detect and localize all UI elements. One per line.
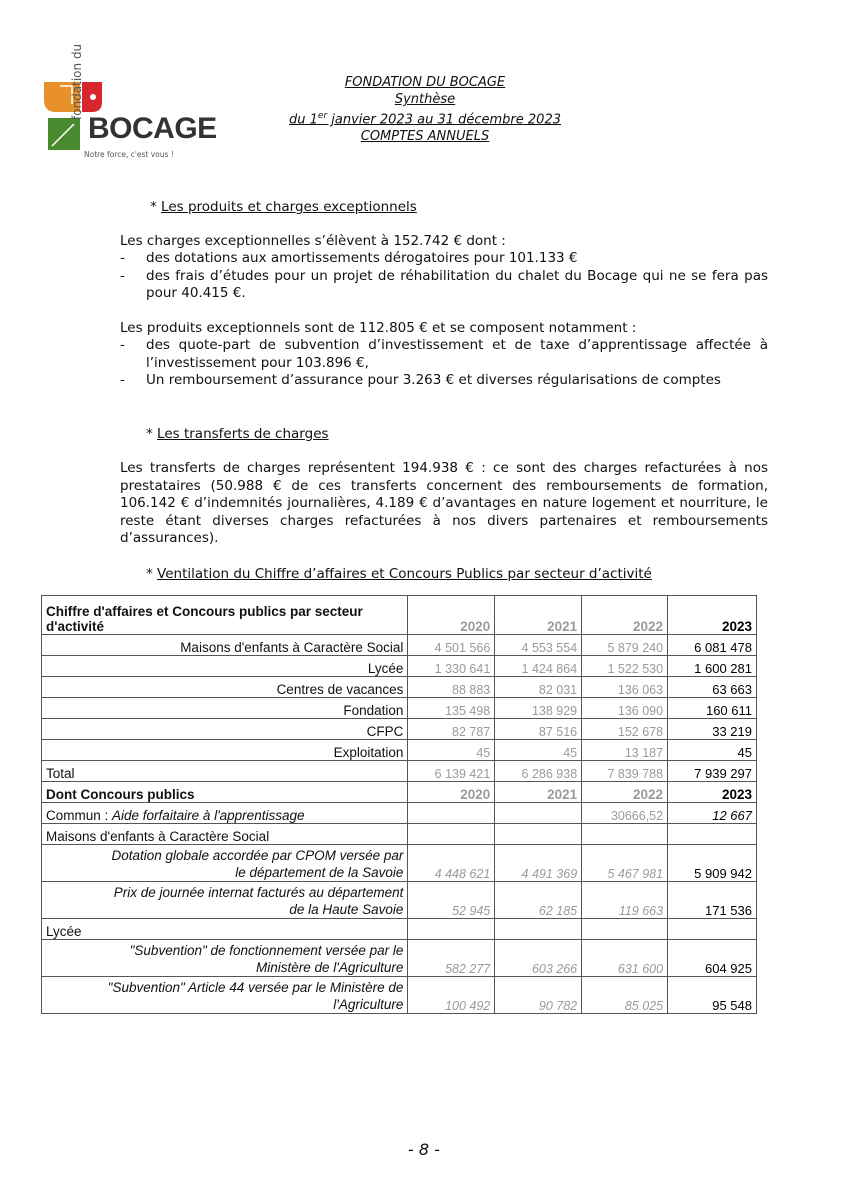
- charges-intro: Les charges exceptionnelles s’élèvent à 152.742 € dont :: [120, 233, 506, 249]
- list-item-text: des frais d’études pour un projet de réhabilitation du chalet du Bocage qui ne se fera pas pour 40.415 €.: [146, 267, 768, 301]
- table-cell: 1 424 864: [495, 656, 582, 677]
- header-period-start: du 1: [289, 112, 318, 128]
- transferts-text: Les transferts de charges représentent 194.938 € : ce sont des charges refacturées à nos prestataires (50.988 € de ces transferts concernent des remboursements de formation, 106.142 € d’indemnités journalières, 4.189 € d’avantages en nature logement et nourriture, le reste étant diverses charges refacturées à nos divers partenaires et remboursements d’assurances).: [120, 460, 768, 546]
- table-cell: 631 600: [582, 940, 668, 977]
- year-header: 2023: [668, 782, 757, 803]
- table-cell: 1 600 281: [668, 656, 757, 677]
- lycee-title: Lycée: [42, 919, 408, 940]
- year-header: 2021: [495, 596, 582, 635]
- table-cell: 1 522 530: [582, 656, 668, 677]
- table-cell: 33 219: [668, 719, 757, 740]
- section-transferts-title: [146, 425, 329, 443]
- table-cell: [408, 803, 495, 824]
- total-row: [42, 761, 757, 782]
- list-item-text: des dotations aux amortissements dérogatoires pour 101.133 €: [146, 250, 578, 266]
- header-period-end: janvier 2023 au 31 décembre 2023: [327, 112, 561, 128]
- logo-tagline: Notre force, c'est vous !: [84, 150, 174, 159]
- table-row: [42, 977, 757, 1014]
- page-number: - 8 -: [408, 1140, 440, 1159]
- commun-label: [42, 803, 408, 824]
- table-cell: 90 782: [495, 977, 582, 1014]
- total-label: Total: [42, 761, 408, 782]
- header-org: FONDATION DU BOCAGE: [344, 75, 506, 90]
- year-header: 2022: [582, 782, 668, 803]
- table-cell: 138 929: [495, 698, 582, 719]
- table-row: [42, 845, 757, 882]
- row-label: CFPC: [42, 719, 408, 740]
- year-header: 2022: [582, 596, 668, 635]
- table-cell: 87 516: [495, 719, 582, 740]
- table-row: [42, 740, 757, 761]
- table-cell: 6 286 938: [495, 761, 582, 782]
- mecs-rows: [42, 845, 757, 919]
- row-label-line2: l'Agriculture: [333, 997, 404, 1012]
- logo-wordmark: BOCAGE: [88, 112, 217, 145]
- table-cell: 13 187: [582, 740, 668, 761]
- header-synthese: Synthèse: [394, 92, 456, 107]
- section-star: *: [146, 566, 158, 582]
- table-cell: 82 787: [408, 719, 495, 740]
- table-cell: 95 548: [668, 977, 757, 1014]
- header-label-line2: d'activité: [46, 619, 104, 634]
- row-label-line2: le département de la Savoie: [235, 865, 404, 880]
- row-label: [42, 882, 408, 919]
- section-ventilation-title: [146, 565, 652, 583]
- section-title-text: Ventilation du Chiffre d’affaires et Concours Publics par secteur d’activité: [157, 566, 652, 582]
- table-cell: 85 025: [582, 977, 668, 1014]
- lycee-title-row: [42, 919, 757, 940]
- table-cell: 12 667: [668, 803, 757, 824]
- fondation-logo: [42, 43, 217, 168]
- table-cell: 5 909 942: [668, 845, 757, 882]
- commun-label-plain: Commun :: [46, 808, 113, 823]
- lycee-rows: [42, 940, 757, 1014]
- row-label-line2: de la Haute Savoie: [289, 902, 404, 917]
- list-item: - des dotations aux amortissements dérogatoires pour 101.133 €: [120, 250, 768, 268]
- row-label: Fondation: [42, 698, 408, 719]
- table-cell: 6 081 478: [668, 635, 757, 656]
- table-cell: 6 139 421: [408, 761, 495, 782]
- row-label: [42, 845, 408, 882]
- table-cell: 88 883: [408, 677, 495, 698]
- year-header: 2023: [668, 596, 757, 635]
- row-label-line1: "Subvention" de fonctionnement versée par le: [129, 943, 404, 958]
- list-item: - Un remboursement d’assurance pour 3.263 € et diverses régularisations de comptes: [120, 372, 768, 390]
- table-cell: 4 553 554: [495, 635, 582, 656]
- produits-list: [120, 337, 768, 390]
- table-cell: [495, 803, 582, 824]
- table-cell: 136 063: [582, 677, 668, 698]
- table-cell: 45: [495, 740, 582, 761]
- table-cell: 62 185: [495, 882, 582, 919]
- table-cell: 4 491 369: [495, 845, 582, 882]
- year-header: 2020: [408, 782, 495, 803]
- header-label-line1: Chiffre d'affaires et Concours publics par secteur: [46, 604, 363, 619]
- table-row: [42, 677, 757, 698]
- table-cell: 136 090: [582, 698, 668, 719]
- table-cell: 5 879 240: [582, 635, 668, 656]
- row-label: Exploitation: [42, 740, 408, 761]
- table-cell: 160 611: [668, 698, 757, 719]
- year-header: 2020: [408, 596, 495, 635]
- table-header-row: [42, 596, 757, 635]
- table-row: [42, 882, 757, 919]
- table-cell: 82 031: [495, 677, 582, 698]
- table-header-label: [42, 596, 408, 635]
- logo-prefix: fondation du: [70, 43, 84, 120]
- section-star: *: [146, 426, 158, 442]
- row-label: [42, 940, 408, 977]
- list-item: - des quote-part de subvention d’investissement et de taxe d’apprentissage affectée à l’investissement pour 103.896 €,: [120, 337, 768, 371]
- produits-intro: Les produits exceptionnels sont de 112.805 € et se composent notamment :: [120, 320, 637, 336]
- table-cell: 582 277: [408, 940, 495, 977]
- table-cell: 119 663: [582, 882, 668, 919]
- table-row: [42, 940, 757, 977]
- concours-header-label: Dont Concours publics: [42, 782, 408, 803]
- row-label-line1: Dotation globale accordée par CPOM versée par: [111, 848, 404, 863]
- table-cell: 5 467 981: [582, 845, 668, 882]
- mecs-title: Maisons d'enfants à Caractère Social: [42, 824, 408, 845]
- ca-rows: [42, 635, 757, 761]
- table-cell: 45: [668, 740, 757, 761]
- charges-list: [120, 250, 768, 303]
- section-title-text: Les transferts de charges: [157, 426, 329, 442]
- table-cell: 4 448 621: [408, 845, 495, 882]
- table-cell: 63 663: [668, 677, 757, 698]
- year-header: 2021: [495, 782, 582, 803]
- table-cell: 7 939 297: [668, 761, 757, 782]
- row-label: Centres de vacances: [42, 677, 408, 698]
- list-item: - des frais d’études pour un projet de réhabilitation du chalet du Bocage qui ne se fera pas pour 40.415 €.: [120, 267, 768, 301]
- table-cell: 171 536: [668, 882, 757, 919]
- row-label-line2: Ministère de l'Agriculture: [256, 960, 404, 975]
- section-star: *: [150, 199, 162, 215]
- ventilation-table: [41, 595, 757, 1014]
- table-cell: 30666,52: [582, 803, 668, 824]
- section-exceptionnels-title: [150, 198, 417, 216]
- document-header: [240, 74, 610, 145]
- table-row: [42, 635, 757, 656]
- row-label-line1: Prix de journée internat facturés au département: [113, 885, 404, 900]
- section-title-text: Les produits et charges exceptionnels: [161, 199, 417, 215]
- table-row: [42, 719, 757, 740]
- table-cell: 604 925: [668, 940, 757, 977]
- table-cell: 100 492: [408, 977, 495, 1014]
- list-item-text: des quote-part de subvention d’investissement et de taxe d’apprentissage affectée à l’investissement pour 103.896 €,: [146, 337, 768, 371]
- header-period: [240, 108, 610, 128]
- mecs-title-row: [42, 824, 757, 845]
- table-cell: 4 501 566: [408, 635, 495, 656]
- commun-row: [42, 803, 757, 824]
- list-item-text: Un remboursement d’assurance pour 3.263 € et diverses régularisations de comptes: [146, 372, 721, 388]
- header-period-sup: er: [317, 111, 328, 121]
- table-cell: 152 678: [582, 719, 668, 740]
- row-label: Lycée: [42, 656, 408, 677]
- table-row: [42, 656, 757, 677]
- table-cell: 52 945: [408, 882, 495, 919]
- concours-header-row: [42, 782, 757, 803]
- commun-label-italic: Aide forfaitaire à l'apprentissage: [112, 808, 305, 823]
- header-comptes: COMPTES ANNUELS: [360, 129, 490, 145]
- table-cell: 7 839 788: [582, 761, 668, 782]
- table-cell: 1 330 641: [408, 656, 495, 677]
- row-label: [42, 977, 408, 1014]
- row-label-line1: "Subvention" Article 44 versée par le Ministère de: [107, 980, 404, 995]
- table-cell: 135 498: [408, 698, 495, 719]
- row-label: Maisons d'enfants à Caractère Social: [42, 635, 408, 656]
- table-row: [42, 698, 757, 719]
- table-cell: 603 266: [495, 940, 582, 977]
- table-cell: 45: [408, 740, 495, 761]
